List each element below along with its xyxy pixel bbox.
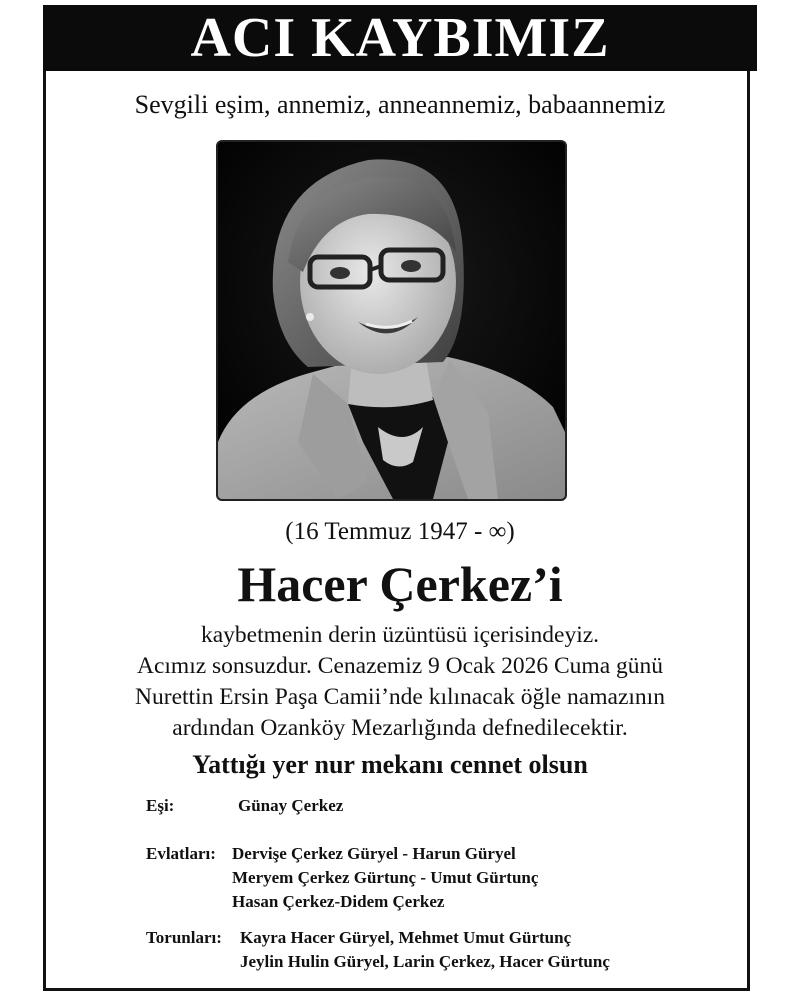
portrait-illustration bbox=[218, 142, 565, 499]
header-bar bbox=[43, 5, 757, 71]
children-label: Evlatları: bbox=[146, 844, 216, 863]
deceased-name: Hacer Çerkez’i bbox=[237, 556, 563, 612]
portrait-photo bbox=[216, 140, 567, 501]
subtitle: Sevgili eşim, annemiz, anneannemiz, babaannemiz bbox=[134, 90, 666, 119]
header-title: ACI KAYBIMIZ bbox=[190, 7, 610, 69]
announcement-line: ardından Ozanköy Mezarlığında defnedilecektir. bbox=[172, 715, 628, 741]
child-entry: Meryem Çerkez Gürtunç - Umut Gürtunç bbox=[232, 868, 539, 887]
child-entry: Dervişe Çerkez Güryel - Harun Güryel bbox=[232, 844, 516, 863]
spouse-label: Eşi: bbox=[146, 796, 175, 815]
life-dates: (16 Temmuz 1947 - ∞) bbox=[285, 518, 515, 545]
prayer-line: Yattığı yer nur mekanı cennet olsun bbox=[192, 750, 588, 779]
spouse-name: Günay Çerkez bbox=[238, 796, 344, 815]
child-entry: Hasan Çerkez-Didem Çerkez bbox=[232, 892, 445, 911]
announcement-line: Acımız sonsuzdur. Cenazemiz 9 Ocak 2026 Cuma günü bbox=[136, 653, 664, 679]
grandchild-entry: Jeylin Hulin Güryel, Larin Çerkez, Hacer Gürtunç bbox=[240, 952, 610, 971]
announcement-text bbox=[0, 620, 800, 744]
announcement-line: kaybetmenin derin üzüntüsü içerisindeyiz. bbox=[200, 622, 600, 648]
grandchildren-label: Torunları: bbox=[146, 928, 222, 947]
announcement-line: Nurettin Ersin Paşa Camii’nde kılınacak öğle namazının bbox=[135, 684, 665, 710]
grandchild-entry: Kayra Hacer Güryel, Mehmet Umut Gürtunç bbox=[240, 928, 572, 947]
